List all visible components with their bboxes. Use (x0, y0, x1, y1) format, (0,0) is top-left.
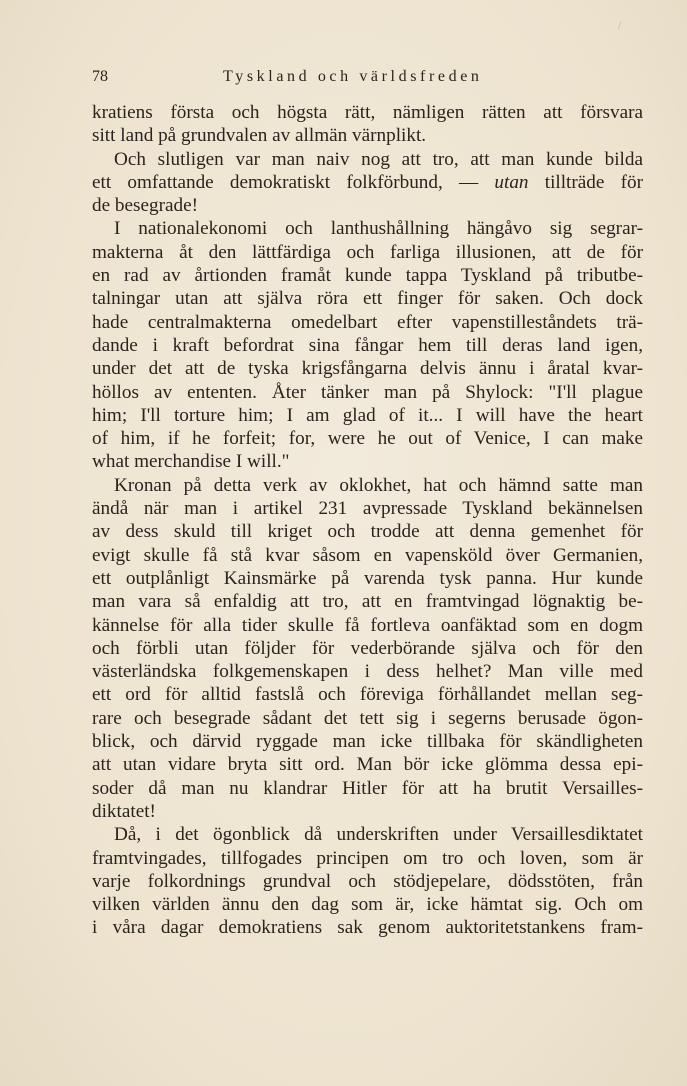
text-line: varje folkordnings grundval och stödjepelare, dödsstöten, från (92, 870, 643, 892)
text-line: blick, och därvid ryggade man icke tillbaka för skändligheten (92, 731, 643, 753)
paragraph (92, 148, 643, 218)
emphasis: utan (494, 171, 529, 193)
paragraph (92, 101, 643, 148)
text-line: soder då man nu klandrar Hitler för att ha brutit Versailles- (92, 777, 643, 799)
text-line: under det att de tyska krigsfångarna delvis ännu i åratal kvar- (92, 358, 643, 380)
page-header (92, 66, 642, 92)
text-line: ändå när man i artikel 231 avpressade Tyskland bekännelsen (92, 498, 643, 520)
text-line: Då, i det ögonblick då underskriften under Versaillesdiktatet (114, 824, 643, 846)
text-line: makterna åt den lättfärdiga och farliga illusionen, att de för (92, 241, 643, 263)
text-line: hade centralmakterna omedelbart efter vapenstilleståndets trä- (92, 311, 643, 333)
text-line: västerländska folkgemenskapen i dess helhet? Man ville med (92, 661, 643, 683)
text-line: kännelse för alla tider skulle få fortleva oanfäktad som en dogm (92, 614, 643, 636)
text-line: vilken världen ännu den dag som är, icke hämtat sig. Och om (92, 894, 643, 916)
text-line: sitt land på grundvalen av allmän värnplikt. (92, 125, 427, 147)
text-line: evigt skulle få stå kvar såsom en vapensköld över Germanien, (92, 544, 643, 566)
running-title: Tyskland och världsfreden (223, 68, 483, 85)
text-line: höllos av ententen. Åter tänker man på Shylock: "I'll plague (92, 381, 643, 403)
text-line: man vara så enfaldig att tro, att en framtvingad lögnaktig be- (92, 591, 643, 613)
paragraph (92, 823, 643, 939)
text-line: Och slutligen var man naiv nog att tro, att man kunde bilda (114, 148, 643, 170)
text-line: of him, if he forfeit; for, were he out of Venice, I can make (92, 428, 643, 450)
text-line: I nationalekonomi och lanthushållning hängåvo sig segrar- (114, 218, 643, 240)
text-line: him; I'll torture him; I am glad of it... I will have the heart (92, 404, 643, 426)
text-line: what merchandise I will." (92, 451, 290, 473)
text-line: i våra dagar demokratiens sak genom auktoritetstankens fram- (92, 917, 643, 939)
text-line: dande i kraft befordrat sina fångar hem till deras land igen, (92, 334, 643, 356)
text-line: ett ord för alltid fastslå och föreviga förhållandet mellan seg- (92, 684, 643, 706)
text-line: ett outplånligt Kainsmärke på varenda tysk panna. Hur kunde (92, 567, 643, 589)
corner-pencil-mark: / (618, 18, 622, 32)
paragraph (92, 474, 643, 823)
text-line: diktatet! (92, 800, 156, 822)
text-line: att utan vidare bryta sitt ord. Man bör icke glömma dessa epi- (92, 754, 643, 776)
paragraph (92, 217, 643, 473)
text-line: ett omfattande demokratiskt folkförbund, — utan tillträde för (92, 171, 643, 193)
text-line: av dess skuld till kriget och trodde att denna gemenhet för (92, 521, 643, 543)
text-line: och förbli utan följder för vederbörande själva och för den (92, 637, 643, 659)
body-text (92, 101, 643, 940)
text-line: Kronan på detta verk av oklokhet, hat och hämnd satte man (114, 474, 643, 496)
text-line: rare och besegrade sådant det tett sig i segerns berusade ögon- (92, 707, 643, 729)
text-line: en rad av årtionden framåt kunde tappa Tyskland på tributbe- (92, 265, 643, 287)
text-line: talningar utan att själva röra ett finger för saken. Och dock (92, 288, 643, 310)
page-number: 78 (92, 68, 108, 85)
text-line: kratiens första och högsta rätt, nämligen rätten att försvara (92, 102, 643, 123)
text-line: de besegrade! (92, 195, 198, 217)
text-line: framtvingades, tillfogades principen om tro och loven, som är (92, 847, 643, 869)
